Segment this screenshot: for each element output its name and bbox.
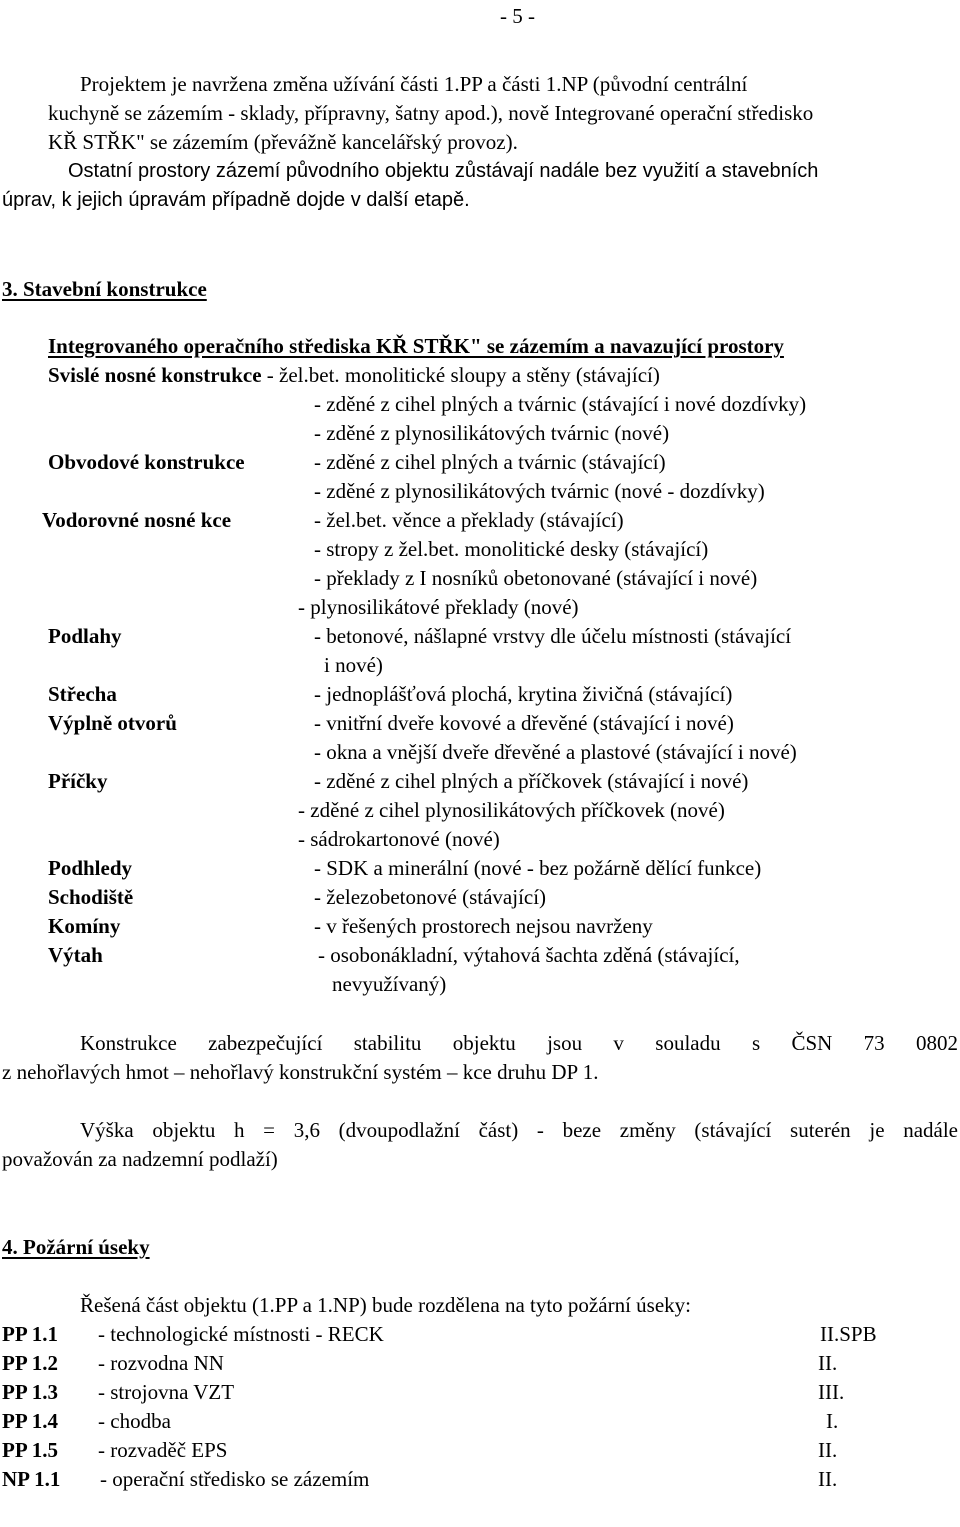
stability-line-2: z nehořlavých hmot – nehořlavý konstrukční systém – kce druhu DP 1. xyxy=(2,1060,599,1084)
fire-section-code: PP 1.4 xyxy=(2,1409,58,1433)
construction-text: - plynosilikátové překlady (nové) xyxy=(298,595,579,619)
fire-section-desc: - rozvaděč EPS xyxy=(98,1438,228,1462)
construction-text: - sádrokartonové (nové) xyxy=(298,827,500,851)
construction-text: - žel.bet. věnce a překlady (stávající) xyxy=(314,508,624,532)
construction-text: - překlady z I nosníků obetonované (stávající i nové) xyxy=(314,566,758,590)
construction-text: - vnitřní dveře kovové a dřevěné (stávající i nové) xyxy=(314,711,734,735)
construction-label-svisle: Svislé nosné konstrukce xyxy=(48,363,262,387)
construction-text: - betonové, nášlapné vrstvy dle účelu místnosti (stávající xyxy=(314,624,792,648)
fire-section-code: PP 1.3 xyxy=(2,1380,58,1404)
construction-label: Podlahy xyxy=(48,624,122,648)
construction-label: Podhledy xyxy=(48,856,133,880)
fire-section-spb: II. xyxy=(818,1351,838,1375)
fire-section-spb: II. xyxy=(818,1467,838,1491)
intro-line-3: KŘ STŘK" se zázemím (převážně kancelářský provoz). xyxy=(48,130,518,154)
height-line-2: považován za nadzemní podlaží) xyxy=(2,1147,278,1171)
fire-section-spb: II. xyxy=(818,1438,838,1462)
section-3-subheading: Integrovaného operačního střediska KŘ STŘK" se zázemím a navazující prostory xyxy=(48,334,784,358)
intro-line-2: kuchyně se zázemím - sklady, přípravny, šatny apod.), nově Integrované operační středisko xyxy=(48,101,814,125)
fire-section-desc: - rozvodna NN xyxy=(98,1351,224,1375)
section-3-heading: 3. Stavební konstrukce xyxy=(2,277,207,301)
construction-label: Obvodové konstrukce xyxy=(48,450,245,474)
construction-text: - SDK a minerální (nové - bez požárně dělící funkce) xyxy=(314,856,762,880)
fire-section-code: PP 1.1 xyxy=(2,1322,58,1346)
construction-label: Komíny xyxy=(48,914,121,938)
construction-label: Schodiště xyxy=(48,885,134,909)
construction-text: - okna a vnější dveře dřevěné a plastové (stávající i nové) xyxy=(314,740,797,764)
construction-text: - v řešených prostorech nejsou navrženy xyxy=(314,914,653,938)
construction-text: - zděné z cihel plných a tvárnic (stávající) xyxy=(314,450,666,474)
construction-text: - železobetonové (stávající) xyxy=(314,885,547,909)
section-4-intro: Řešená část objektu (1.PP a 1.NP) bude rozdělena na tyto požární úseky: xyxy=(80,1293,691,1317)
construction-text: - zděné z cihel plných a příčkovek (stávající i nové) xyxy=(314,769,749,793)
fire-section-spb: I. xyxy=(826,1409,839,1433)
fire-section-code: PP 1.2 xyxy=(2,1351,58,1375)
fire-section-code: PP 1.5 xyxy=(2,1438,58,1462)
fire-section-code: NP 1.1 xyxy=(2,1467,61,1491)
construction-text: - zděné z plynosilikátových tvárnic (nové) xyxy=(314,421,670,445)
stability-line-1: Konstrukce zabezpečující stabilitu objektu jsou v souladu s ČSN 73 0802 xyxy=(80,1031,958,1055)
fire-section-spb: III. xyxy=(818,1380,845,1404)
intro-line-1: Projektem je navržena změna užívání části 1.PP a části 1.NP (původní centrální xyxy=(80,72,748,96)
construction-text: nevyužívaný) xyxy=(332,972,447,996)
construction-text: - zděné z plynosilikátových tvárnic (nové - dozdívky) xyxy=(314,479,765,503)
construction-label: Vodorovné nosné kce xyxy=(42,508,232,532)
construction-label: Střecha xyxy=(48,682,117,706)
construction-text: - zděné z cihel plných a tvárnic (stávající i nové dozdívky) xyxy=(314,392,807,416)
section-4-heading: 4. Požární úseky xyxy=(2,1235,150,1259)
construction-row-svisle xyxy=(48,361,660,390)
construction-text-svisle: - žel.bet. monolitické sloupy a stěny (stávající) xyxy=(261,363,660,387)
fire-section-desc: - strojovna VZT xyxy=(98,1380,235,1404)
intro-line-5: úprav, k jejich úpravám případně dojde v další etapě. xyxy=(2,189,470,211)
height-line-1: Výška objektu h = 3,6 (dvoupodlažní část) - beze změny (stávající suterén je nadále xyxy=(80,1118,958,1142)
construction-label: Příčky xyxy=(48,769,108,793)
page-number: - 5 - xyxy=(500,4,535,28)
construction-label: Výplně otvorů xyxy=(48,711,177,735)
construction-text: i nové) xyxy=(324,653,383,677)
construction-text: - stropy z žel.bet. monolitické desky (stávající) xyxy=(314,537,709,561)
fire-section-desc: - technologické místnosti - RECK xyxy=(98,1322,384,1346)
construction-text: - osobonákladní, výtahová šachta zděná (stávající, xyxy=(318,943,740,967)
construction-text: - zděné z cihel plynosilikátových příčkovek (nové) xyxy=(298,798,725,822)
fire-section-desc: - operační středisko se zázemím xyxy=(100,1467,370,1491)
intro-line-4: Ostatní prostory zázemí původního objektu zůstávají nadále bez využití a stavebních xyxy=(68,160,819,182)
construction-text: - jednoplášťová plochá, krytina živičná (stávající) xyxy=(314,682,733,706)
fire-section-spb: II.SPB xyxy=(820,1322,877,1346)
fire-section-desc: - chodba xyxy=(98,1409,171,1433)
construction-label: Výtah xyxy=(48,943,103,967)
